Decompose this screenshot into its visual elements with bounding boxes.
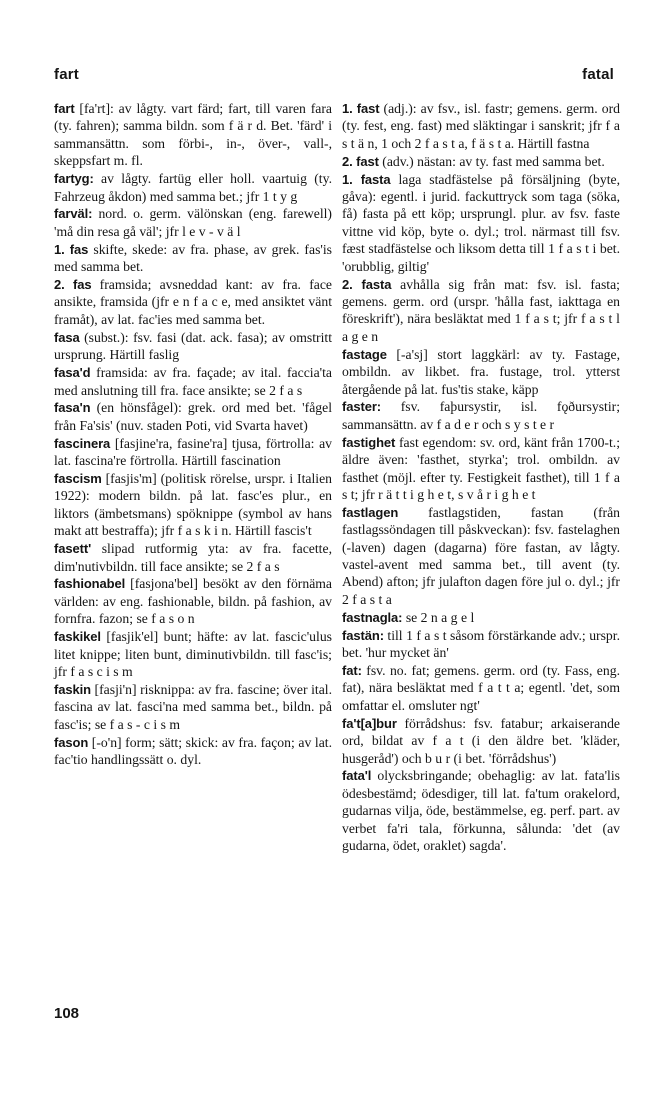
entry-definition: (en hönsfågel): grek. ord med bet. 'fågel från Fa'sis' (nuv. staden Poti, vid Svarta havet): [54, 400, 332, 433]
dictionary-entry: [342, 276, 620, 346]
dictionary-entry: [54, 681, 332, 733]
entry-headword: fat:: [342, 663, 362, 678]
dictionary-entry: [54, 170, 332, 205]
entry-headword: faskikel: [54, 629, 101, 645]
entry-definition: till 1 f a s t såsom förstärkande adv.; urspr. bet. 'hur mycket än': [342, 627, 620, 661]
dictionary-entry: [54, 575, 332, 627]
dictionary-entry: [342, 609, 620, 626]
entry-definition: [fa'rt]: av lågty. vart färd; fart, till varen fara (ty. fahren); samma bildn. som f ä r d. Bet. 'färd' i sammansättn. som förbi-, in-, över-, vall-, skeppsfart m. fl.: [54, 101, 332, 169]
entry-definition: (subst.): fsv. fasi (dat. ack. fasa); av omstritt ursprung. Härtill faslig: [54, 329, 332, 363]
entry-headword: 2. fasta: [342, 276, 392, 292]
entry-headword: fastage: [342, 346, 387, 362]
entry-headword: faster:: [342, 399, 382, 415]
entry-headword: fartyg:: [54, 171, 94, 187]
entry-definition: [fasjis'm] (politisk rörelse, urspr. i Italien 1922): modern bildn. på lat. fasc'es plur., en liktors (ämbetsmans) spöknippe (symbol av hans makt att bestraffa); jfr f a s k i n. Härtill fascis't: [54, 471, 332, 539]
left-column: [54, 100, 332, 769]
entry-definition: olycksbringande; obehaglig: av lat. fata'lis ödesbestämd; ödesdiger, till lat. fa'tum orakelord, gudarnas vilja, öde, bestämmelse, eg. perf. part. av verbet fa'ri tala, förkunna, sålunda: 'det (av gudarna, ödet, oraklet) sagda'.: [342, 768, 620, 854]
entry-headword: farväl:: [54, 206, 93, 222]
entry-headword: fason: [54, 734, 89, 750]
entry-definition: [fasjine'ra, fasine'ra] tjusa, förtrolla: av lat. fascina're förtrolla. Härtill fascination: [54, 435, 332, 469]
entry-headword: fascinera: [54, 435, 111, 451]
entry-definition: fastlagstiden, fastan (från fastlagssöndagen till påskveckan): fsv. fastelaghen (-laven) dagen (dagarna) före fastan, av lågty. vastel-avent med samma bet., till avent (ty. Abend) afton; jfr julafton dagen före jul o. dyl.; jfr 2 f a s t a: [342, 504, 620, 607]
dictionary-entry: [342, 627, 620, 662]
dictionary-entry: [54, 470, 332, 540]
entry-definition: av lågty. fartüg eller holl. vaartuig (ty. Fahrzeug åkdon) med samma bet.; jfr 1 t y g: [54, 171, 332, 204]
page-number: 108: [54, 1005, 80, 1022]
dictionary-entry: [342, 398, 620, 433]
entry-definition: [-o'n] form; sätt; skick: av fra. façon; av lat. fac'tio handlingssätt o. dyl.: [54, 734, 332, 768]
entry-definition: förrådshus: fsv. fatabur; arkaiserande ord, bildat av f a t (i den äldre bet. 'kläder, husgeråd') och b u r (i bet. 'förrådshus'): [342, 715, 620, 766]
entry-definition: framsida; avsneddad kant: av fra. face ansikte, framsida (jfr e n f a c e, med ansiktet vänt framåt), av lat. fac'ies med samma bet.: [54, 277, 332, 327]
entry-headword: fastnagla:: [342, 609, 403, 625]
dictionary-entry: [342, 434, 620, 504]
entry-headword: fastlagen: [342, 504, 399, 520]
entry-definition: [fasjona'bel] besökt av den förnäma världen: av eng. fashionable, bildn. på fashion, av fornfra. fazon; se f a s o n: [54, 576, 332, 627]
entry-definition: fsv. no. fat; gemens. germ. ord (ty. Fass, eng. fat), nära besläktat med f a t t a; egentl. 'det, som omfattar el. omsluter ngt': [342, 663, 620, 713]
entry-headword: fasett': [54, 541, 92, 557]
dictionary-entry: [54, 329, 332, 364]
dictionary-entry: [54, 734, 332, 769]
dictionary-entry: [54, 100, 332, 170]
entry-headword: fa't[a]bur: [342, 715, 397, 731]
entry-definition: [-a'sj] stort laggkärl: av ty. Fastage, ombildn. av likbet. fra. fustage, trol. ytterst återgående på lat. fus'tis stake, käpp: [342, 346, 620, 397]
dictionary-entry: [342, 662, 620, 714]
entry-headword: 2. fast: [342, 153, 379, 169]
dictionary-entry: [342, 715, 620, 767]
entry-definition: slipad rutformig yta: av fra. facette, dim'nutivbildn. till face ansikte; se 2 f a s: [54, 541, 332, 574]
entry-definition: fsv. faþursystir, isl. fǫðursystir; sammansättn. av f a d e r och s y s t e r: [342, 399, 620, 432]
entry-definition: se 2 n a g e l: [402, 609, 475, 625]
entry-headword: fasa'd: [54, 365, 91, 381]
entry-headword: 1. fas: [54, 241, 89, 257]
entry-headword: 1. fast: [342, 101, 380, 116]
entry-headword: fata'l: [342, 768, 372, 784]
entry-headword: fascism: [54, 471, 102, 487]
entry-definition: nord. o. germ. välönskan (eng. farewell) 'må din resa gå väl'; jfr l e v - v ä l: [54, 206, 332, 239]
entry-definition: (adj.): av fsv., isl. fastr; gemens. germ. ord (ty. fest, eng. fast) med släktingar i sanskrit; jfr f a s t ä n, 1 och 2 f a s t a, f ä s t a. Härtill fastna: [342, 101, 620, 151]
entry-headword: fastighet: [342, 434, 396, 450]
dictionary-entry: [342, 767, 620, 854]
dictionary-entry: [54, 364, 332, 399]
entry-headword: 2. fas: [54, 277, 92, 293]
entry-definition: framsida: av fra. façade; av ital. faccia'ta med anslutning till fra. face ansikte; se 2 f a s: [54, 365, 332, 398]
entry-headword: faskin: [54, 681, 91, 697]
dictionary-entry: [342, 171, 620, 275]
entry-definition: skifte, skede: av fra. phase, av grek. fas'is med samma bet.: [54, 241, 332, 275]
dictionary-entry: [54, 540, 332, 575]
entry-definition: (adv.) nästan: av ty. fast med samma bet.: [378, 153, 605, 169]
dictionary-entry: [54, 241, 332, 276]
dictionary-entry: [54, 435, 332, 470]
entry-definition: [fasji'n] risknippa: av fra. fascine; över ital. fascina av lat. fasci'na med samma bet., bildn. på fasc'is; se f a s - c i s m: [54, 681, 332, 732]
entry-definition: fast egendom: sv. ord, känt från 1700-t.; äldre även: 'fasthet, styrka'; trol. ombildn. av fasthet (möjl. efter ty. Festigkeit fasthet), till 1 f a s t; jfr r ä t t i g h e t, s v å r i g h e t: [342, 434, 620, 502]
entry-headword: fasa'n: [54, 400, 91, 416]
dictionary-entry: [342, 153, 620, 170]
dictionary-entry: [54, 628, 332, 680]
entry-headword: fastän:: [342, 627, 384, 643]
entry-headword: fart: [54, 101, 75, 116]
dictionary-entry: [54, 205, 332, 240]
entry-definition: [fasjik'el] bunt; häfte: av lat. fascic'ulus litet knippe; liten bunt, diminutivbildn. till fasc'is; jfr f a s c i s m: [54, 629, 332, 679]
entry-definition: laga stadfästelse på försäljning (byte, gåva): egentl. i jurid. fackuttryck som taga (söka, få) fasta på ett köp; ursprungl. plur. av fsv. faste vittne vid köp, byte o. dyl.; trol. närmast till fsv. fæst stadfästelse och liksom detta till 1 f a s t i bet. 'orubblig, giltig': [342, 171, 620, 274]
running-head-left: fart: [54, 66, 79, 83]
entry-definition: avhålla sig från mat: fsv. isl. fasta; gemens. germ. ord (urspr. 'hålla fast, iakttaga en föreskrift'), nära besläktat med 1 f a s t; jfr f a s t l a g e n: [342, 276, 620, 344]
dictionary-entry: [342, 346, 620, 398]
dictionary-entry: [54, 276, 332, 328]
dictionary-entry: [54, 399, 332, 434]
entry-headword: 1. fasta: [342, 171, 391, 187]
dictionary-entry: [342, 100, 620, 152]
running-head-right: fatal: [582, 66, 614, 83]
right-column: [342, 100, 620, 855]
entry-headword: fashionabel: [54, 576, 126, 592]
entry-headword: fasa: [54, 329, 80, 345]
dictionary-entry: [342, 504, 620, 608]
